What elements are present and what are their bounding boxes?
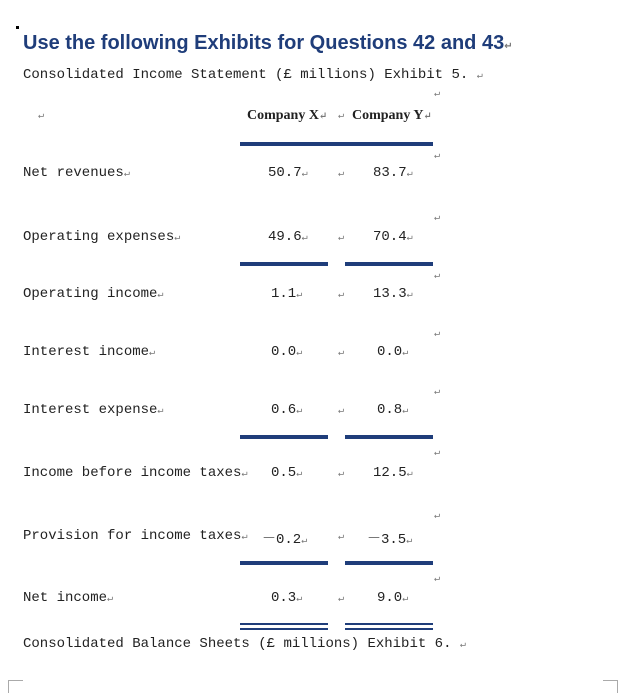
return-mark-icon: ↵	[406, 233, 413, 244]
value-y-interest-expense: 0.8↵	[377, 402, 409, 418]
row-label-income-before-taxes: Income before income taxes↵	[23, 465, 248, 481]
return-mark-icon: ↵	[123, 169, 130, 180]
exhibit-5-caption: Consolidated Income Statement (£ millions) Exhibit 5. ↵	[23, 67, 483, 83]
return-mark-icon: ↵	[406, 536, 413, 547]
value-x-interest-income: 0.0↵	[271, 344, 303, 360]
return-mark-icon: ↵	[423, 111, 432, 122]
bullet-dot	[16, 26, 19, 29]
return-mark-icon: ↵	[149, 348, 156, 359]
return-mark-icon: ↵	[434, 511, 441, 522]
value-y-net-income: 9.0↵	[377, 590, 409, 606]
return-mark-icon: ↵	[338, 594, 345, 605]
return-mark-icon: ↵	[301, 536, 308, 547]
return-mark-icon: ↵	[434, 448, 441, 459]
value-y-income-before-taxes: 12.5↵	[373, 465, 413, 481]
page-corner-mark-right	[603, 680, 618, 693]
row-label-operating-income: Operating income↵	[23, 286, 164, 302]
return-mark-icon: ↵	[402, 348, 409, 359]
subtotal-rule-y	[345, 262, 433, 266]
subtotal-rule-x	[240, 561, 328, 565]
row-label-operating-expenses: Operating expenses↵	[23, 229, 181, 245]
subtotal-rule-x	[240, 262, 328, 266]
value-y-interest-income: 0.0↵	[377, 344, 409, 360]
column-header-company-x: Company X↵	[247, 108, 328, 123]
row-label-interest-income: Interest income↵	[23, 344, 156, 360]
row-label-interest-expense: Interest expense↵	[23, 402, 164, 418]
return-mark-icon: ↵	[402, 406, 409, 417]
return-mark-icon: ↵	[296, 348, 303, 359]
row-label-net-revenues: Net revenues↵	[23, 165, 130, 181]
return-mark-icon: ↵	[296, 406, 303, 417]
return-mark-icon: ↵	[296, 469, 303, 480]
row-label-provision-for-taxes: Provision for income taxes↵	[23, 528, 248, 544]
return-mark-icon: ↵	[338, 406, 345, 417]
total-double-rule-y-bottom	[345, 628, 433, 630]
return-mark-icon: ↵	[504, 41, 513, 52]
return-mark-icon: ↵	[406, 469, 413, 480]
row-label-net-income: Net income↵	[23, 590, 114, 606]
value-x-income-before-taxes: 0.5↵	[271, 465, 303, 481]
return-mark-icon: ↵	[241, 532, 248, 543]
subtotal-rule-x	[240, 435, 328, 439]
return-mark-icon: ↵	[338, 532, 345, 543]
value-x-interest-expense: 0.6↵	[271, 402, 303, 418]
return-mark-icon: ↵	[434, 574, 441, 585]
return-mark-icon: ↵	[434, 271, 441, 282]
page-corner-mark-left	[8, 680, 23, 693]
return-mark-icon: ↵	[157, 290, 164, 301]
header-rule	[240, 142, 433, 146]
return-mark-icon: ↵	[107, 594, 114, 605]
return-mark-icon: ↵	[157, 406, 164, 417]
return-mark-icon: ↵	[338, 111, 345, 122]
value-y-provision-for-taxes: －3.5↵	[367, 532, 413, 548]
return-mark-icon: ↵	[174, 233, 181, 244]
return-mark-icon: ↵	[338, 233, 345, 244]
return-mark-icon: ↵	[406, 169, 413, 180]
value-x-operating-income: 1.1↵	[271, 286, 303, 302]
return-mark-icon: ↵	[406, 290, 413, 301]
return-mark-icon: ↵	[338, 469, 345, 480]
return-mark-icon: ↵	[434, 329, 441, 340]
value-x-net-income: 0.3↵	[271, 590, 303, 606]
subtotal-rule-y	[345, 561, 433, 565]
value-x-net-revenues: 50.7↵	[268, 165, 308, 181]
return-mark-icon: ↵	[338, 169, 345, 180]
return-mark-icon: ↵	[434, 89, 441, 100]
return-mark-icon: ↵	[301, 169, 308, 180]
return-mark-icon: ↵	[434, 213, 441, 224]
column-header-company-y: Company Y↵	[352, 108, 432, 123]
total-double-rule-x-top	[240, 623, 328, 625]
return-mark-icon: ↵	[301, 233, 308, 244]
total-double-rule-x-bottom	[240, 628, 328, 630]
return-mark-icon: ↵	[338, 348, 345, 359]
return-mark-icon: ↵	[38, 111, 45, 122]
value-y-net-revenues: 83.7↵	[373, 165, 413, 181]
value-x-operating-expenses: 49.6↵	[268, 229, 308, 245]
return-mark-icon: ↵	[296, 594, 303, 605]
page-title: Use the following Exhibits for Questions 42 and 43↵	[23, 32, 513, 54]
value-y-operating-expenses: 70.4↵	[373, 229, 413, 245]
return-mark-icon: ↵	[434, 387, 441, 398]
value-x-provision-for-taxes: －0.2↵	[262, 532, 308, 548]
value-y-operating-income: 13.3↵	[373, 286, 413, 302]
subtotal-rule-y	[345, 435, 433, 439]
exhibit-6-caption: Consolidated Balance Sheets (£ millions) Exhibit 6. ↵	[23, 636, 466, 652]
return-mark-icon: ↵	[459, 640, 466, 651]
return-mark-icon: ↵	[338, 290, 345, 301]
return-mark-icon: ↵	[476, 71, 483, 82]
return-mark-icon: ↵	[318, 111, 328, 122]
return-mark-icon: ↵	[402, 594, 409, 605]
return-mark-icon: ↵	[434, 151, 441, 162]
total-double-rule-y-top	[345, 623, 433, 625]
return-mark-icon: ↵	[241, 469, 248, 480]
return-mark-icon: ↵	[296, 290, 303, 301]
